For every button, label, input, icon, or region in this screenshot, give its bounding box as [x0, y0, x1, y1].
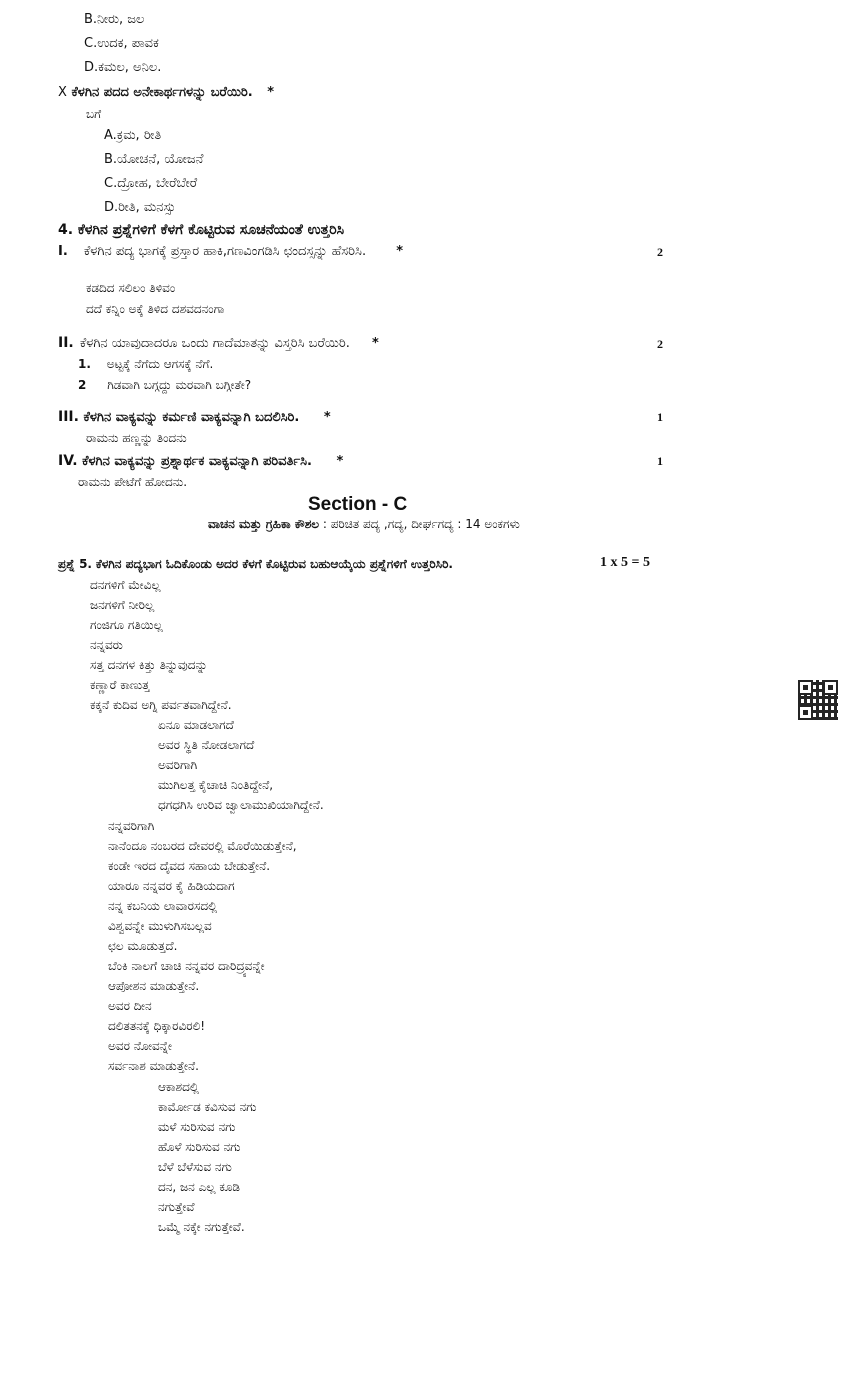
option-c: C.ಉದಕ, ಪಾವಕ: [84, 36, 159, 51]
required-star: *: [396, 244, 404, 259]
question-text: ಕೆಳಗಿನ ಪದ್ಯಭಾಗ ಓದಿಕೊಂಡು ಅದರ ಕೆಳಗೆ ಕೊಟ್ಟಿರುವ ಬಹುಆಯ್ಕೆಯ ಪ್ರಶ್ನೆಗಳಿಗೆ ಉತ್ತರಿಸಿರಿ.: [95, 557, 453, 571]
poem-line: ನನ್ನವರಿಗಾಗಿ: [108, 819, 155, 833]
poem-line: ಕಕ್ಕನೆ ಕುದಿವ ಅಗ್ನಿ ಪರ್ವತವಾಗಿದ್ದೇನೆ.: [90, 698, 232, 712]
qr-code: [798, 680, 838, 720]
poem-line: ಅವರ ದೀನ: [108, 999, 152, 1013]
poem-line: ಆಪೋಶನ ಮಾಡುತ್ತೇನೆ.: [108, 979, 200, 993]
poem-line: ಬೆಳೆ ಬೆಳೆಸುವ ನಗು: [158, 1160, 232, 1174]
poem-line: ನಾನೆಂದೂ ನಂಬರದ ದೇವರಲ್ಲಿ ಮೊರೆಯಿಡುತ್ತೇನೆ,: [108, 839, 297, 853]
required-star: *: [323, 410, 331, 425]
poem-line: ನನ್ನವರು: [90, 638, 123, 652]
section-c-skill: ವಾಚನ ಮತ್ತು ಗ್ರಹಿಕಾ ಕೌಶಲ: [208, 517, 320, 531]
question-4-ii: [58, 335, 379, 352]
poem-line: ದನ, ಜನ ಎಲ್ಲ ಕೂಡಿ: [158, 1180, 240, 1194]
marks: 2: [657, 337, 663, 351]
proverb-item: [78, 377, 251, 393]
question-word: ಬಗೆ: [86, 107, 102, 121]
question-5: [58, 556, 453, 572]
marks: 1 x 5 = 5: [600, 555, 650, 570]
question-label: ಪ್ರಶ್ನೆ 5.: [58, 557, 92, 571]
question-x: [58, 85, 274, 101]
poem-line: ಒಮ್ಮೆ ನಕ್ಕೇ ನಗುತ್ತೇವೆ.: [158, 1220, 245, 1234]
required-star: *: [336, 454, 344, 469]
poem-line: ಮುಗಿಲತ್ತ ಕೈಚಾಚಿ ನಿಂತಿದ್ದೇನೆ,: [158, 778, 274, 792]
poem-line: ಏನೂ ಮಾಡಲಾಗದೆ: [158, 718, 234, 732]
poem-line: ಆಕಾಶದಲ್ಲಿ: [158, 1080, 199, 1094]
option-d: D.ರೀತಿ, ಮನಸ್ಸು: [104, 200, 176, 215]
required-star: *: [267, 85, 275, 100]
sentence: ರಾಮನು ಪೇಟೆಗೆ ಹೋದನು.: [78, 475, 188, 489]
question-number: IV.: [58, 453, 78, 469]
question-number: III.: [58, 409, 79, 425]
poem-line: ಧಗಧಗಿಸಿ ಉರಿವ ಜ್ವಾಲಾಮುಖಿಯಾಗಿದ್ದೇನೆ.: [158, 798, 324, 812]
verse-line: ಕಡದಿದ ಸಲಿಲಂ ತಿಳಿವಂ: [86, 281, 176, 295]
poem-line: ಹೊಳೆ ಸುರಿಸುವ ನಗು: [158, 1140, 241, 1154]
question-text: ಕೆಳಗಿನ ಪದ್ಯ ಭಾಗಕ್ಕೆ ಪ್ರಸ್ತಾರ ಹಾಕಿ,ಗಣವಿಂಗಡಿಸಿ ಛಂದಸ್ಸನ್ನು ಹೆಸರಿಸಿ.: [83, 244, 367, 259]
marks: 1: [657, 410, 663, 424]
item-text: ಗಿಡವಾಗಿ ಬಗ್ಗದ್ದು ಮರವಾಗಿ ಬಗ್ಗೀತೇ?: [107, 378, 252, 392]
option-d: D.ಕಮಲ, ಅನಿಲ.: [84, 60, 162, 75]
poem-line: ಮಳೆ ಸುರಿಸುವ ನಗು: [158, 1120, 236, 1134]
section-c-title: Section - C: [308, 494, 408, 515]
poem-line: ಸತ್ತ ದನಗಳ ಕಿತ್ತು ತಿನ್ನುವುದನ್ನು: [90, 658, 208, 672]
poem-line: ಕಂಡೇ ಇರದ ದೈವದ ಸಹಾಯ ಬೇಡುತ್ತೇನೆ.: [108, 859, 271, 873]
poem-line: ದನಗಳಿಗೆ ಮೇವಿಲ್ಲ: [90, 578, 161, 592]
question-text: ಕೆಳಗಿನ ವಾಕ್ಯವನ್ನು ಪ್ರಶ್ನಾರ್ಥಕ ವಾಕ್ಯವನ್ನಾಗಿ ಪರಿವರ್ತಿಸಿ.: [82, 454, 312, 469]
poem-line: ಕಾರ್ಮೋಡ ಕವಿಸುವ ನಗು: [158, 1100, 257, 1114]
poem-line: ಅವರ ನೋವನ್ನೇ: [108, 1039, 172, 1053]
item-number: 1.: [78, 357, 91, 371]
section-4-heading: 4. ಕೆಳಗಿನ ಪ್ರಶ್ನೆಗಳಿಗೆ ಕೆಳಗೆ ಕೊಟ್ಟಿರುವ ಸೂಚನೆಯಂತೆ ಉತ್ತರಿಸಿ: [58, 222, 345, 238]
poem-line: ಜನಗಳಿಗೆ ನೀರಿಲ್ಲ: [90, 598, 155, 612]
item-number: 2: [78, 378, 87, 392]
question-text: ಕೆಳಗಿನ ಪದದ ಅನೇಕಾರ್ಥಗಳನ್ನು ಬರೆಯಿರಿ.: [71, 85, 253, 100]
option-b: B.ನೀರು, ಜಲ: [84, 12, 145, 27]
sentence: ರಾಮನು ಹಣ್ಣನ್ನು ತಿಂದನು: [86, 431, 187, 445]
question-number: I.: [58, 244, 68, 259]
option-a: A.ಕ್ರಮ, ರೀತಿ: [104, 128, 162, 143]
question-number: X: [58, 85, 67, 100]
poem-line: ಬೆಂಕಿ ನಾಲಗೆ ಚಾಚಿ ನನ್ನವರ ದಾರಿದ್ರ್ಯವನ್ನೇ: [108, 959, 265, 973]
poem-line: ಗಂಜಿಗೂ ಗತಿಯಿಲ್ಲ: [90, 618, 163, 632]
required-star: *: [371, 336, 379, 351]
marks: 1: [657, 454, 663, 468]
poem-line: ಛಲ ಮೂಡುತ್ತದೆ.: [108, 939, 178, 953]
question-text: ಕೆಳಗಿನ ಯಾವುದಾದರೂ ಒಂದು ಗಾದೆಮಾತನ್ನು ವಿಸ್ತರಿಸಿ ಬರೆಯಿರಿ.: [79, 336, 350, 351]
question-4-iii: [58, 409, 331, 426]
poem-line: ಕಣ್ಣಾರೆ ಕಾಣುತ್ತ: [90, 678, 150, 692]
question-number: II.: [58, 335, 74, 351]
marks: 2: [657, 245, 663, 259]
poem-line: ಅವರ ಸ್ಥಿತಿ ನೋಡಲಾಗದೆ: [158, 738, 255, 752]
poem-line: ವಿಶ್ವವನ್ನೇ ಮುಳುಗಿಸಬಲ್ಲವ: [108, 919, 212, 933]
poem-line: ಅವರಿಗಾಗಿ: [158, 758, 198, 772]
poem-line: ನಗುತ್ತೇವೆ: [158, 1200, 195, 1214]
poem-line: ಯಾರೂ ನನ್ನವರ ಕೈ ಹಿಡಿಯದಾಗ: [108, 879, 235, 893]
section-c-subtitle: [208, 517, 520, 532]
verse-line: ದದೆ ಕನ್ನಿಂ ಅಕ್ಕೆ ತಿಳಿದ ದಶವದನಂಗಾ: [86, 302, 225, 316]
poem-line: ಸರ್ವನಾಶ ಮಾಡುತ್ತೇನೆ.: [108, 1059, 199, 1073]
poem-line: ದಲಿತತನಕ್ಕೆ ಧಿಕ್ಕಾರವಿರಲಿ!: [108, 1019, 206, 1033]
question-4-i: [58, 244, 403, 260]
option-c: C.ದ್ರೋಹ, ಬೇರೆಬೇರೆ: [104, 176, 198, 191]
question-text: ಕೆಳಗಿನ ವಾಕ್ಯವನ್ನು ಕರ್ಮಣಿ ವಾಕ್ಯವನ್ನಾಗಿ ಬದಲಿಸಿರಿ.: [83, 410, 300, 425]
proverb-item: [78, 356, 213, 372]
poem-line: ನನ್ನ ಕಬನಿಯ ಲಾವಾರಸದಲ್ಲಿ: [108, 899, 218, 913]
question-4-iv: [58, 453, 343, 470]
item-text: ಅಟ್ಟಕ್ಕೆ ನೆಗೆದು ಆಗಸಕ್ಕೆ ನೆಗೆ.: [106, 357, 214, 371]
section-c-detail: : ಪರಿಚಿತ ಪದ್ಯ ,ಗದ್ಯ, ದೀರ್ಘಗದ್ಯ : 14 ಅಂಕಗಳು: [319, 517, 520, 531]
option-b: B.ಯೋಚನೆ, ಯೋಜನೆ: [104, 152, 204, 167]
